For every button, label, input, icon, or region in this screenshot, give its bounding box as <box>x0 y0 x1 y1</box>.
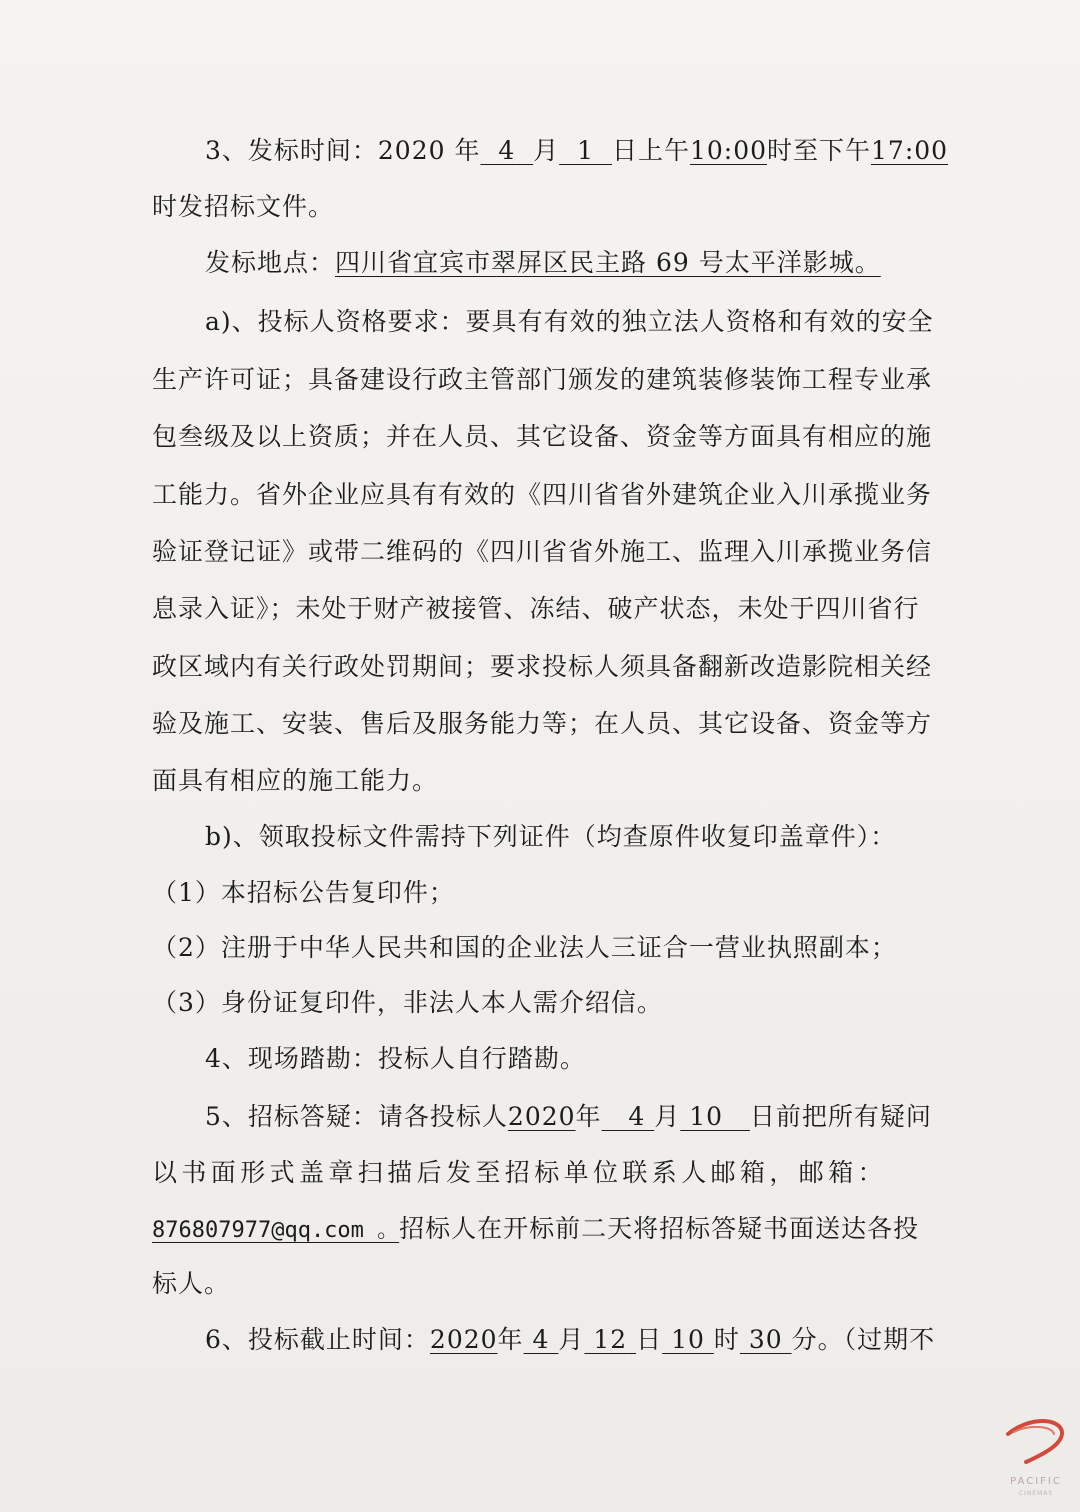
qual-line: a)、投标人资格要求：要具有有效的独立法人资格和有效的安全 <box>205 307 934 336</box>
qa-prefix: 5、招标答疑：请各投标人 <box>205 1102 508 1131</box>
qa-year: 2020 <box>507 1102 576 1131</box>
deadline-hour: 10 <box>671 1325 705 1354</box>
qual-line: 工能力。省外企业应具有有效的《四川省省外建筑企业入川承揽业务 <box>152 480 933 509</box>
deadline-tail: 分。（过期不 <box>791 1325 936 1354</box>
month-unit: 月 <box>533 136 560 165</box>
site-visit-line: 4、现场踏勘：投标人自行踏勘。 <box>205 1044 586 1073</box>
qual-line: 政区域内有关行政处罚期间；要求投标人须具备翻新改造影院相关经 <box>152 652 933 681</box>
deadline-line <box>205 1323 935 1357</box>
day-unit: 日上午 <box>611 136 690 165</box>
deadline-month: 4 <box>532 1325 550 1354</box>
qa-line3-tail: 招标人在开标前二天将招标答疑书面送达各投 <box>399 1214 920 1243</box>
qual-line: 息录入证》；未处于财产被接管、冻结、破产状态，未处于四川省行 <box>152 594 920 623</box>
issue-time-prefix: 3、发标时间：2020 年 <box>205 136 481 165</box>
qual-line: 面具有相应的施工能力。 <box>152 766 439 795</box>
issue-place-line <box>205 246 881 280</box>
issue-time-line <box>205 134 948 168</box>
day-unit: 日 <box>636 1325 663 1354</box>
logo-sub: CINEMAS <box>1018 1490 1054 1497</box>
qa-month: 4 <box>628 1102 646 1131</box>
issue-day: 1 <box>577 136 595 165</box>
qa-line2: 以书面形式盖章扫描后发至招标单位联系人邮箱，邮箱： <box>152 1158 888 1187</box>
logo-name: PACIFIC <box>1010 1476 1062 1487</box>
issue-place-label: 发标地点： <box>205 248 336 277</box>
issue-place-value: 四川省宜宾市翠屏区民主路 69 号太平洋影城。 <box>335 248 881 277</box>
issue-end-time: 17:00 <box>871 136 949 165</box>
docs-item: （1）本招标公告复印件； <box>152 878 455 907</box>
docs-item: （3）身份证复印件，非法人本人需介绍信。 <box>152 988 663 1017</box>
issue-month: 4 <box>498 136 516 165</box>
qa-line <box>205 1100 932 1134</box>
docs-item: （2）注册于中华人民共和国的企业法人三证合一营业执照副本； <box>152 933 897 962</box>
qa-line3 <box>152 1212 919 1248</box>
qa-tail: 日前把所有疑问 <box>749 1102 932 1131</box>
month-unit: 月 <box>558 1325 585 1354</box>
qual-line: 验及施工、安装、售后及服务能力等；在人员、其它设备、资金等方 <box>152 709 933 738</box>
qual-line: 包叁级及以上资质；并在人员、其它设备、资金等方面具有相应的施 <box>152 422 933 451</box>
hour-unit: 时 <box>713 1325 740 1354</box>
year-unit: 年 <box>575 1102 602 1131</box>
issue-mid-text: 时至下午 <box>767 136 872 165</box>
deadline-year: 2020 <box>429 1325 498 1354</box>
deadline-minute: 30 <box>748 1325 783 1354</box>
issue-start-time: 10:00 <box>689 136 767 165</box>
deadline-prefix: 6、投标截止时间： <box>205 1325 430 1354</box>
qual-line: 验证登记证》或带二维码的《四川省省外施工、监理入川承揽业务信 <box>152 537 933 566</box>
issue-time-cont: 时发招标文件。 <box>152 192 335 221</box>
docs-intro: b)、领取投标文件需持下列证件（均查原件收复印盖章件）： <box>205 822 897 851</box>
contact-email: 876807977@qq.com 。 <box>152 1218 400 1243</box>
qa-line4: 标人。 <box>152 1269 231 1298</box>
qa-day: 10 <box>689 1102 724 1131</box>
month-unit: 月 <box>654 1102 681 1131</box>
qual-line: 生产许可证；具备建设行政主管部门颁发的建筑装修装饰工程专业承 <box>152 365 933 394</box>
year-unit: 年 <box>497 1325 524 1354</box>
deadline-day: 12 <box>593 1325 628 1354</box>
